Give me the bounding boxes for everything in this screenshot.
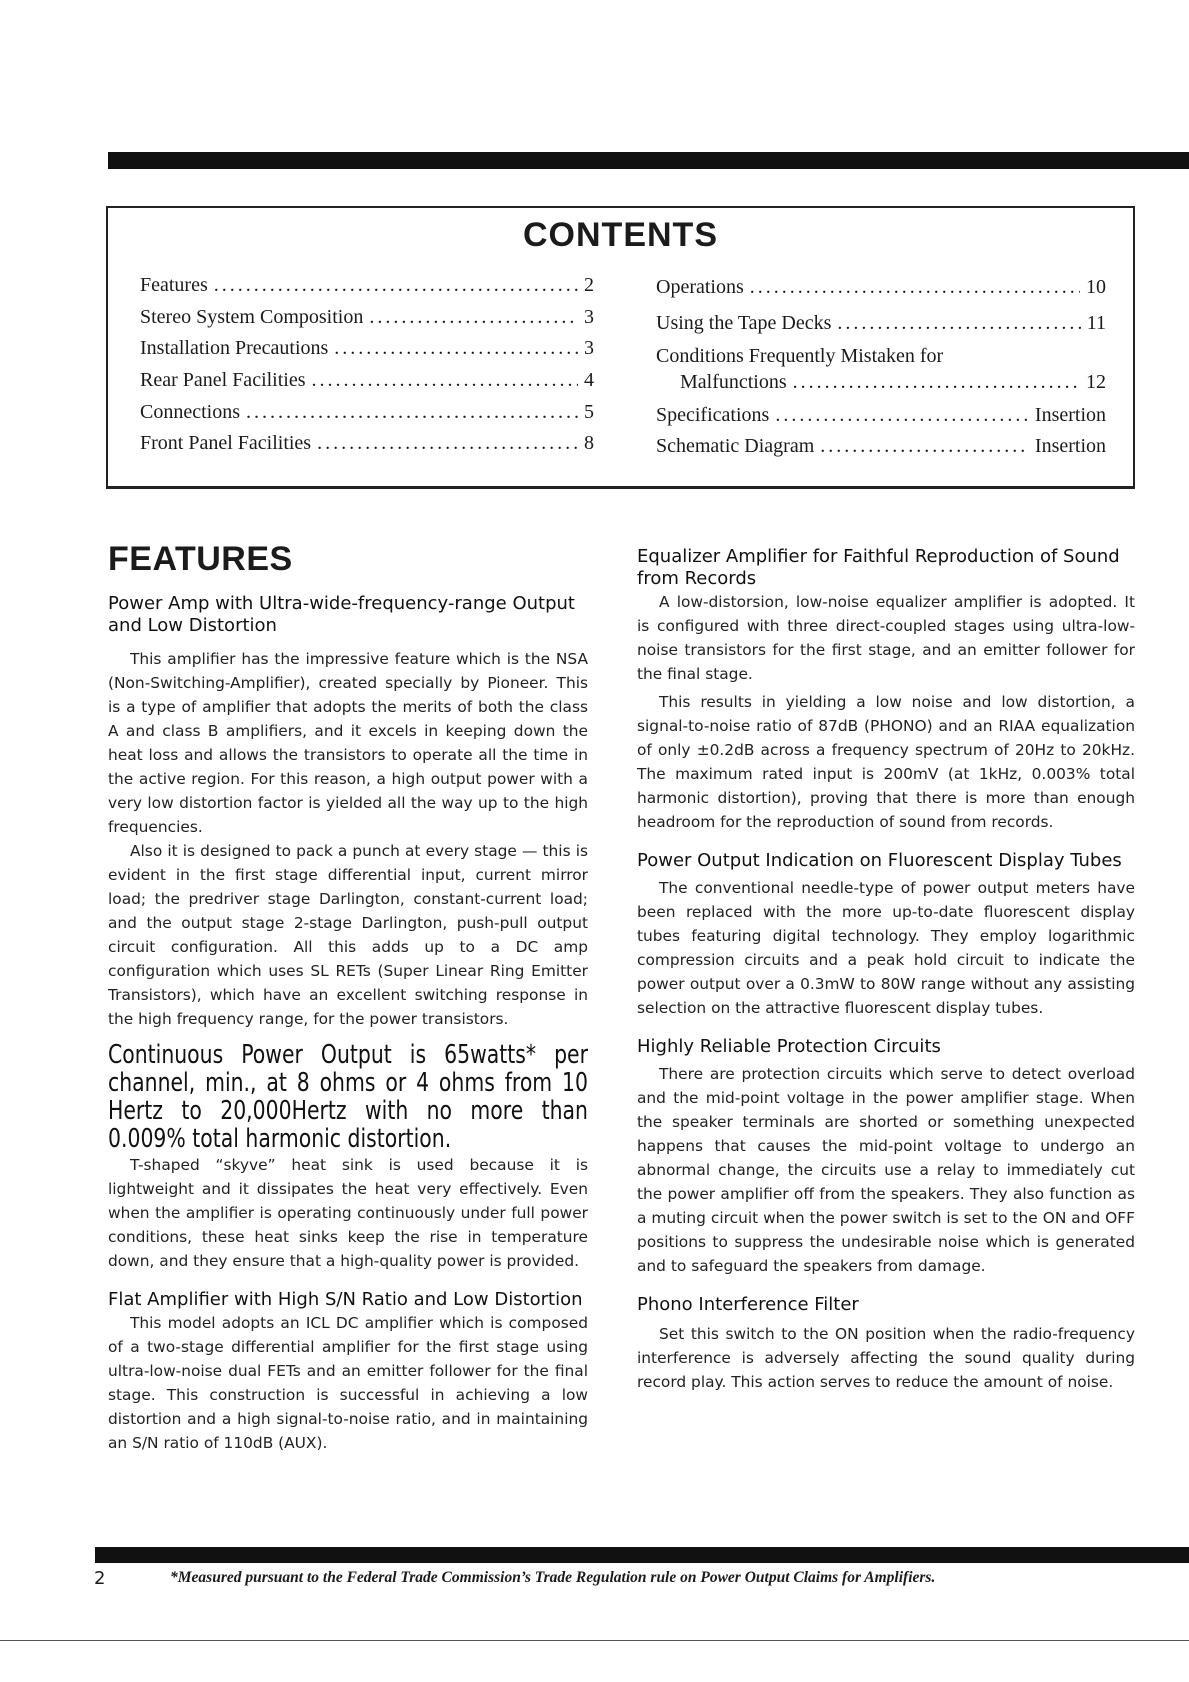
- toc-page: 2: [584, 274, 594, 296]
- paragraph: This results in yielding a low noise and low distortion, a signal-to-noise ratio of 87dB (PHONO) and an RIAA equalization of only ±0.2dB across a frequency spectrum of 20Hz to 20kHz. The maximum rated input is 200mV (at 1kHz, 0.003% total harmonic distortion), proving that there is more than enough headroom for the reproduction of sound from records.: [637, 693, 1135, 831]
- toc-page: 3: [584, 305, 594, 328]
- toc-label: Operations: [656, 276, 744, 298]
- toc-right-column: [656, 276, 1106, 467]
- toc-page: Insertion: [1034, 404, 1106, 426]
- toc-label: Features: [140, 274, 208, 296]
- toc-leader: [334, 337, 578, 360]
- contents-box: [106, 206, 1135, 489]
- toc-leader: [750, 276, 1080, 299]
- toc-page: 12: [1086, 371, 1106, 393]
- power-output-claim: Continuous Power Output is 65watts* per channel, min., at 8 ohms or 4 ohms from 10 Hertz to 20,000Hertz with no more than 0.009% total harmonic distortion.: [108, 1040, 588, 1154]
- footnote: *Measured pursuant to the Federal Trade Commission’s Trade Regulation rule on Power Output Claims for Amplifiers.: [170, 1569, 936, 1586]
- toc-leader: [837, 312, 1080, 335]
- toc-left-column: [140, 274, 594, 464]
- right-column: [637, 546, 1135, 1394]
- toc-page: 10: [1086, 276, 1106, 298]
- toc-entry[interactable]: [656, 371, 1106, 404]
- toc-page: 4: [584, 369, 594, 392]
- left-column: [108, 540, 588, 1455]
- toc-label: Using the Tape Decks: [656, 312, 832, 334]
- toc-entry[interactable]: [140, 432, 594, 464]
- bottom-thin-rule: [0, 1640, 1189, 1641]
- paragraph: A low-distorsion, low-noise equalizer amplifier is adopted. It is configured with three direct-coupled stages using ultra-low-noise transistors for the first stage, and an emitter follower for the final stage.: [637, 593, 1135, 683]
- paragraph: Also it is designed to pack a punch at every stage — this is evident in the first stage differential input, current mirror load; the predriver stage Darlington, constant-current load; and the output stage 2-stage Darlington, push-pull output circuit configuration. All this adds up to a DC amp configuration which uses SL RETs (Super Linear Ring Emitter Transistors), which have an excellent switching response in the high frequency range, for the power transistors.: [108, 842, 588, 1028]
- toc-entry[interactable]: [140, 401, 594, 433]
- toc-label: Rear Panel Facilities: [140, 369, 306, 392]
- toc-leader: [369, 306, 578, 329]
- toc-page: Insertion: [1034, 435, 1106, 457]
- toc-leader: [820, 435, 1029, 458]
- section-heading-fluorescent: Power Output Indication on Fluorescent Display Tubes: [637, 850, 1122, 871]
- toc-page: 3: [584, 337, 594, 360]
- paragraph: There are protection circuits which serve to detect overload and the mid-point voltage in the power amplifier stage. When the speaker terminals are shorted or something unexpected happens that causes the mid-point voltage to undergo an abnormal change, the circuits use a relay to immediately cut the power amplifier off from the speakers. They also function as a muting circuit when the power switch is set to the ON and OFF positions to suppress the undesirable noise which is generated and to safeguard the speakers from damage.: [637, 1065, 1135, 1275]
- toc-leader: [246, 401, 578, 424]
- toc-page: 5: [584, 400, 594, 423]
- toc-leader: [793, 371, 1080, 394]
- paragraph: This amplifier has the impressive feature which is the NSA (Non-Switching-Amplifier), created specially by Pioneer. This is a type of amplifier that adopts the merits of both the class A and class B amplifiers, and it excels in keeping down the heat loss and allows the transistors to operate all the time in the active region. For this reason, a high output power with a very low distortion factor is yielded all the way up to the high frequencies.: [108, 650, 588, 836]
- toc-entry-first-line[interactable]: Conditions Frequently Mistaken for: [656, 345, 944, 367]
- section-heading-phono-filter: Phono Interference Filter: [637, 1294, 859, 1315]
- toc-entry[interactable]: [140, 369, 594, 401]
- toc-page: 8: [584, 432, 594, 455]
- toc-entry[interactable]: [656, 276, 1106, 312]
- bottom-rule-bar: [95, 1547, 1189, 1563]
- toc-label: Connections: [140, 400, 240, 423]
- toc-label: Stereo System Composition: [140, 305, 364, 328]
- toc-label: Front Panel Facilities: [140, 432, 312, 455]
- toc-leader: [775, 404, 1029, 427]
- toc-label: Installation Precautions: [140, 337, 329, 360]
- toc-label: Malfunctions: [680, 371, 787, 393]
- toc-entry[interactable]: [140, 337, 594, 369]
- top-rule-bar: [108, 152, 1189, 169]
- toc-leader: [214, 274, 578, 297]
- section-heading-flat-amp: Flat Amplifier with High S/N Ratio and Low Distortion: [108, 1289, 583, 1310]
- section-heading-protection: Highly Reliable Protection Circuits: [637, 1036, 941, 1057]
- toc-leader: [317, 432, 578, 455]
- toc-entry[interactable]: [140, 306, 594, 338]
- page-number: 2: [94, 1568, 106, 1589]
- features-title: FEATURES: [108, 540, 293, 578]
- toc-label: Schematic Diagram: [656, 435, 815, 457]
- paragraph: The conventional needle-type of power output meters have been replaced with the more up-to-date fluorescent display tubes featuring digital technology. They employ logarithmic compression circuits and a peak hold circuit to indicate the power output over a 0.3mW to 80W range without any assisting selection on the attractive fluorescent display tubes.: [637, 879, 1135, 1017]
- paragraph: T-shaped “skyve” heat sink is used because it is lightweight and it dissipates the heat very effectively. Even when the amplifier is operating continuously under full power conditions, these heat sinks keep the rise in temperature down, and they ensure that a high-quality power is provided.: [108, 1156, 588, 1270]
- section-heading-power-amp: Power Amp with Ultra-wide-frequency-range Output and Low Distortion: [108, 593, 575, 636]
- section-heading-equalizer: Equalizer Amplifier for Faithful Reproduction of Sound from Records: [637, 546, 1120, 589]
- toc-entry[interactable]: [656, 404, 1106, 435]
- toc-label: Specifications: [656, 404, 770, 426]
- toc-entry[interactable]: [656, 435, 1106, 467]
- toc-entry[interactable]: [140, 274, 594, 306]
- toc-page: 11: [1086, 312, 1106, 334]
- paragraph: Set this switch to the ON position when the radio-frequency interference is adversely affecting the sound quality during record play. This action serves to reduce the amount of noise.: [637, 1325, 1135, 1391]
- toc-leader: [312, 369, 578, 392]
- toc-entry[interactable]: [656, 312, 1106, 345]
- paragraph: This model adopts an ICL DC amplifier which is composed of a two-stage differential amplifier for the first stage using ultra-low-noise dual FETs and an emitter follower for the final stage. This construction is successful in achieving a low distortion and a high signal-to-noise ratio, and in maintaining an S/N ratio of 110dB (AUX).: [108, 1314, 588, 1452]
- contents-title: CONTENTS: [523, 216, 718, 254]
